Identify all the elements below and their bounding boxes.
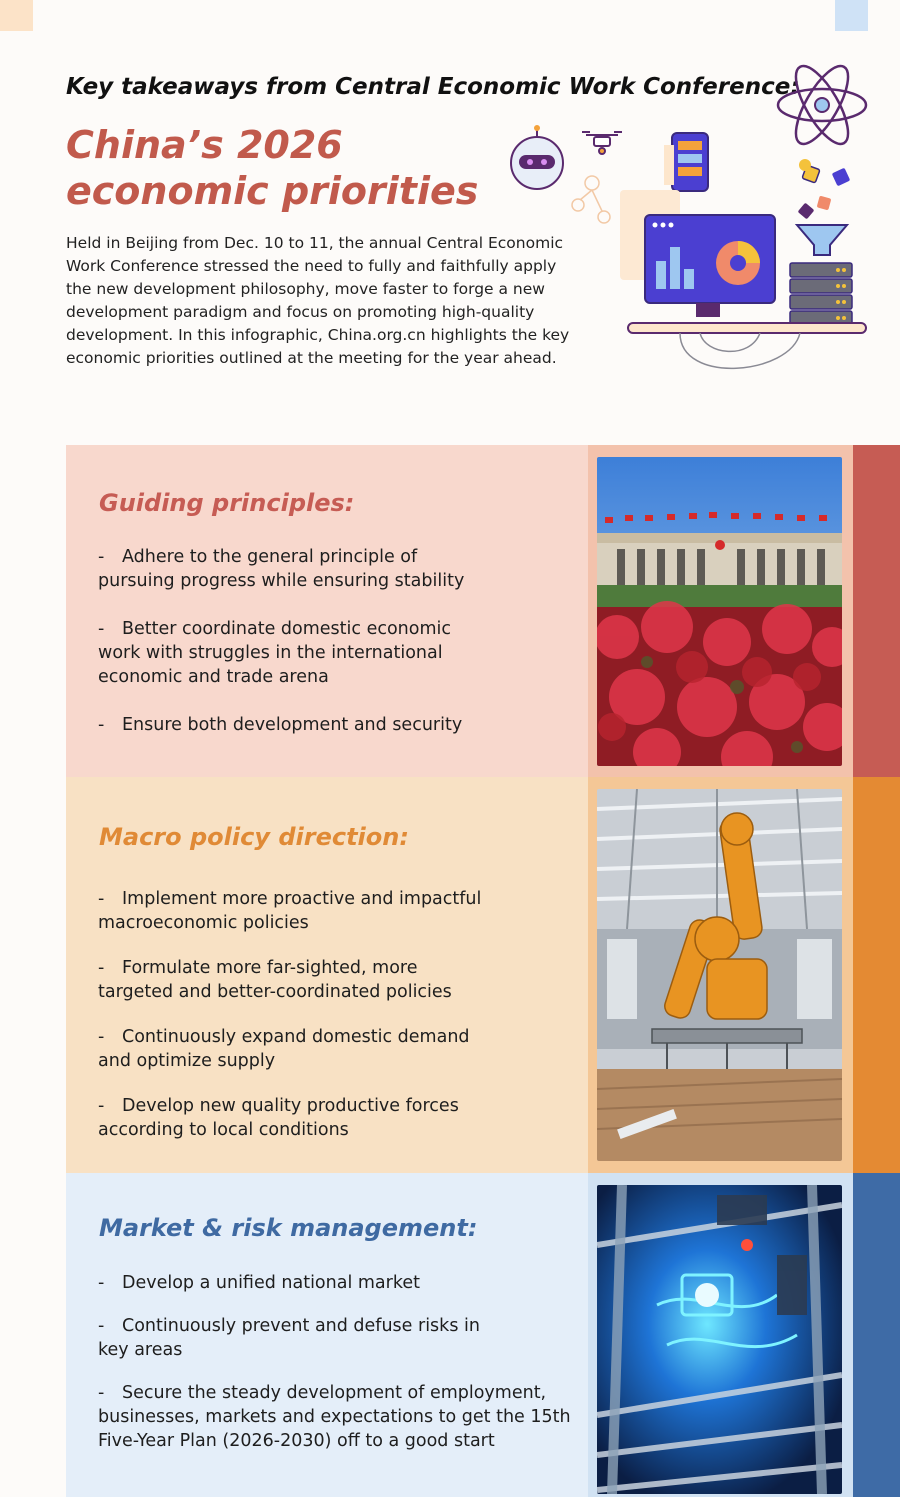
server-icon (790, 263, 852, 325)
electronics-machine-photo (597, 1185, 842, 1494)
section-market-risk (66, 1173, 900, 1497)
list-item: - Adhere to the general principle of pursuing progress while ensuring stability (98, 547, 465, 591)
great-hall-photo (597, 457, 842, 766)
phone-icon (664, 133, 708, 191)
drone-icon (582, 132, 622, 154)
list-item: - Continuously prevent and defuse risks in key areas (98, 1316, 480, 1360)
network-icon (572, 176, 610, 223)
intro-paragraph: Held in Beijing from Dec. 10 to 11, the annual Central Economic Work Conference stressed the need to fully and faithfully apply the new development philosophy, move faster to forge a new development paradigm and focus on promoting high-quality development. In this infographic, China.org.cn highlights the key economic priorities outlined at the meeting for the year ahead. (66, 234, 570, 367)
corner-decoration-left (0, 0, 33, 31)
list-item: - Develop new quality productive forces according to local conditions (98, 1096, 459, 1140)
list-item: - Better coordinate domestic economic work with struggles in the international economic and trade arena (98, 619, 451, 687)
data-analytics-illustration (500, 55, 880, 375)
section-heading: Market & risk management: (99, 1214, 478, 1242)
page-title (66, 122, 478, 214)
section-heading: Guiding principles: (99, 489, 355, 517)
industrial-robot-photo (597, 789, 842, 1161)
accent-bar (853, 1173, 900, 1497)
funnel-icon (797, 159, 850, 255)
accent-bar (853, 445, 900, 777)
atom-icon (778, 59, 866, 151)
list-item: - Implement more proactive and impactful macroeconomic policies (98, 889, 482, 933)
list-item: - Develop a unified national market (98, 1273, 420, 1293)
list-item: - Continuously expand domestic demand and optimize supply (98, 1027, 470, 1071)
section-macro-policy (66, 777, 900, 1173)
list-item: - Ensure both development and security (98, 715, 463, 735)
section-guiding-principles (66, 445, 900, 777)
corner-decoration-right (835, 0, 868, 31)
list-item: - Formulate more far-sighted, more targeted and better-coordinated policies (98, 958, 452, 1002)
bullet-list (98, 887, 578, 1142)
list-item: - Secure the steady development of employment, businesses, markets and expectations to get the 15th Five-Year Plan (2026-2030) off to a good start (98, 1383, 571, 1451)
robot-icon (511, 125, 563, 189)
accent-bar (853, 777, 900, 1173)
title-line-2: economic priorities (66, 169, 479, 213)
bullet-list (98, 545, 578, 737)
header-subtitle: Key takeaways from Central Economic Work Conference: (66, 74, 800, 100)
title-line-1: China’s 2026 (66, 123, 343, 167)
section-heading: Macro policy direction: (99, 823, 409, 851)
bullet-list (98, 1271, 578, 1453)
shelf (628, 323, 866, 333)
monitor-icon (645, 215, 775, 317)
